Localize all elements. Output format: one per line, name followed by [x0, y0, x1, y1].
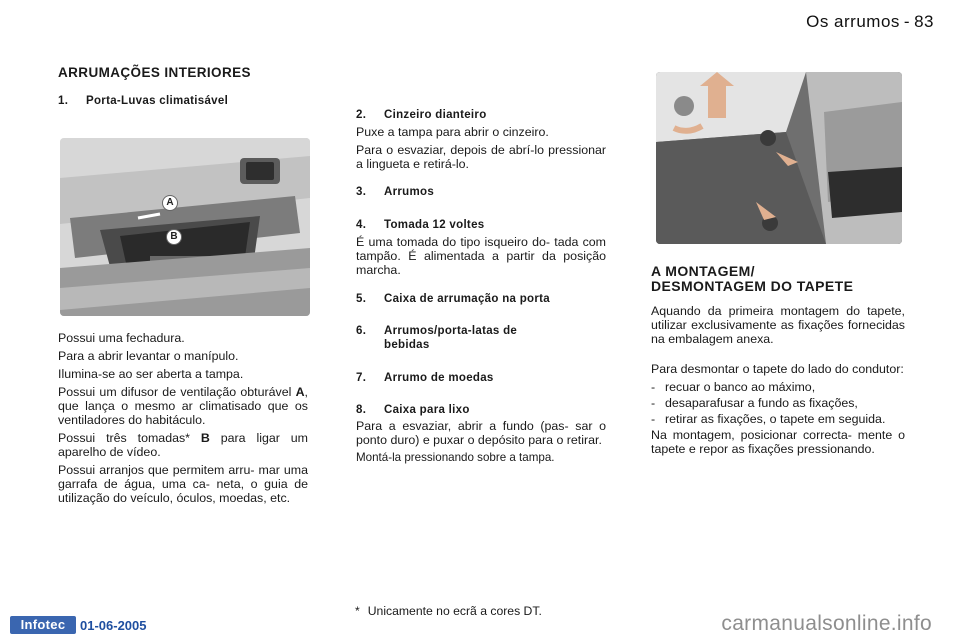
- list-item: [651, 396, 905, 410]
- item-title-continued: bebidas: [384, 339, 430, 351]
- item-heading-8: [356, 403, 606, 417]
- infotec-logo: Infotec: [10, 616, 76, 634]
- footer-date: 01-06-2005: [80, 618, 147, 633]
- item-heading-3: [356, 185, 606, 199]
- item-number: 6.: [356, 325, 367, 337]
- glovebox-illustration: [60, 138, 310, 316]
- item-title: Tomada 12 voltes: [384, 219, 485, 231]
- list-item: [651, 380, 905, 394]
- section-title: Os arrumos: [806, 12, 900, 31]
- header-separator: -: [903, 12, 911, 31]
- text-run: Possui um difusor de ventilação obturável: [58, 385, 292, 399]
- right-text-block: [651, 304, 905, 460]
- text-block-8: [356, 419, 606, 469]
- list-dash: -: [651, 412, 656, 426]
- text-run: , que lança o mesmo ar climatisado que os ventiladores do habitáculo.: [58, 385, 308, 427]
- item-title: Arrumo de moedas: [384, 372, 494, 384]
- label-reference-b: B: [200, 431, 210, 445]
- item-heading-7: [356, 371, 606, 385]
- paragraph: Para desmontar o tapete do lado do condutor:: [651, 362, 904, 376]
- item-title: Cinzeiro dianteiro: [384, 109, 487, 121]
- page-number: 83: [914, 12, 934, 31]
- paragraph: [58, 431, 308, 459]
- item-heading-1: [58, 94, 318, 108]
- item-title: Caixa para lixo: [384, 404, 470, 416]
- item-number: 5.: [356, 293, 367, 305]
- item-heading-4: [356, 218, 606, 232]
- item-heading-2: [356, 108, 606, 122]
- heading-line: DESMONTAGEM DO TAPETE: [651, 278, 854, 294]
- paragraph: Para a abrir levantar o manípulo.: [58, 349, 239, 363]
- floor-mat-illustration: [656, 72, 902, 244]
- item-number: 1.: [58, 95, 69, 107]
- label-reference-a: A: [295, 385, 305, 399]
- marker-a: A: [162, 195, 178, 211]
- list-dash: -: [651, 396, 656, 410]
- section-heading: ARRUMAÇÕES INTERIORES: [58, 65, 251, 80]
- page-header: [806, 12, 934, 32]
- item-title: Arrumos/porta-latas de: [384, 325, 518, 337]
- paragraph: [58, 385, 308, 427]
- item-number: 3.: [356, 186, 367, 198]
- text-run: para ligar um aparelho de vídeo.: [58, 431, 308, 459]
- text-block-4: [356, 235, 606, 281]
- text-run: Possui três tomadas*: [58, 431, 190, 445]
- item-number: 4.: [356, 219, 367, 231]
- section-heading: [651, 264, 905, 294]
- paragraph: Montá-la pressionando sobre a tampa.: [356, 451, 555, 464]
- floor-mat-photo: [656, 72, 902, 244]
- watermark: carmanualsonline.info: [721, 612, 932, 635]
- footnote-text: Unicamente no ecrã a cores DT.: [367, 604, 542, 618]
- item-title: Caixa de arrumação na porta: [384, 293, 550, 305]
- left-text-block: [58, 331, 308, 509]
- paragraph: Para o esvaziar, depois de abrí-lo pressionar a lingueta e retirá-lo.: [356, 143, 606, 171]
- heading-line: A MONTAGEM/: [651, 263, 755, 279]
- list-dash: -: [651, 380, 656, 394]
- item-number: 7.: [356, 372, 367, 384]
- marker-b: B: [166, 229, 182, 245]
- list-text: recuar o banco ao máximo,: [665, 380, 816, 394]
- paragraph: Possui arranjos que permitem arru- mar uma garrafa de água, uma ca- neta, o guia de utilização do veículo, óculos, moedas, etc.: [58, 463, 308, 505]
- item-number: 2.: [356, 109, 367, 121]
- footnote-marker: *: [355, 604, 360, 618]
- paragraph: Possui uma fechadura.: [58, 331, 185, 345]
- item-heading-5: [356, 292, 606, 306]
- item-title: Arrumos: [384, 186, 435, 198]
- paragraph: Na montagem, posicionar correcta- mente o tapete e repor as fixações pressionando.: [651, 428, 905, 456]
- glovebox-photo: [60, 138, 310, 316]
- paragraph: É uma tomada do tipo isqueiro do- tada com tampão. É alimentada a partir da posição marcha.: [356, 235, 606, 277]
- paragraph: Puxe a tampa para abrir o cinzeiro.: [356, 125, 549, 139]
- list-item: [651, 412, 905, 426]
- item-title: Porta-Luvas climatisável: [86, 95, 229, 107]
- list-text: desaparafusar a fundo as fixações,: [665, 396, 858, 410]
- paragraph: Para a esvaziar, abrir a fundo (pas- sar o ponto duro) e puxar o depósito para o retirar.: [356, 419, 606, 447]
- paragraph: Ilumina-se ao ser aberta a tampa.: [58, 367, 244, 381]
- list-text: retirar as fixações, o tapete em seguida.: [665, 412, 886, 426]
- text-block-2: [356, 125, 606, 175]
- item-heading-6: [356, 324, 606, 352]
- paragraph: Aquando da primeira montagem do tapete, utilizar exclusivamente as fixações fornecidas na embalagem anexa.: [651, 304, 905, 346]
- item-number: 8.: [356, 404, 367, 416]
